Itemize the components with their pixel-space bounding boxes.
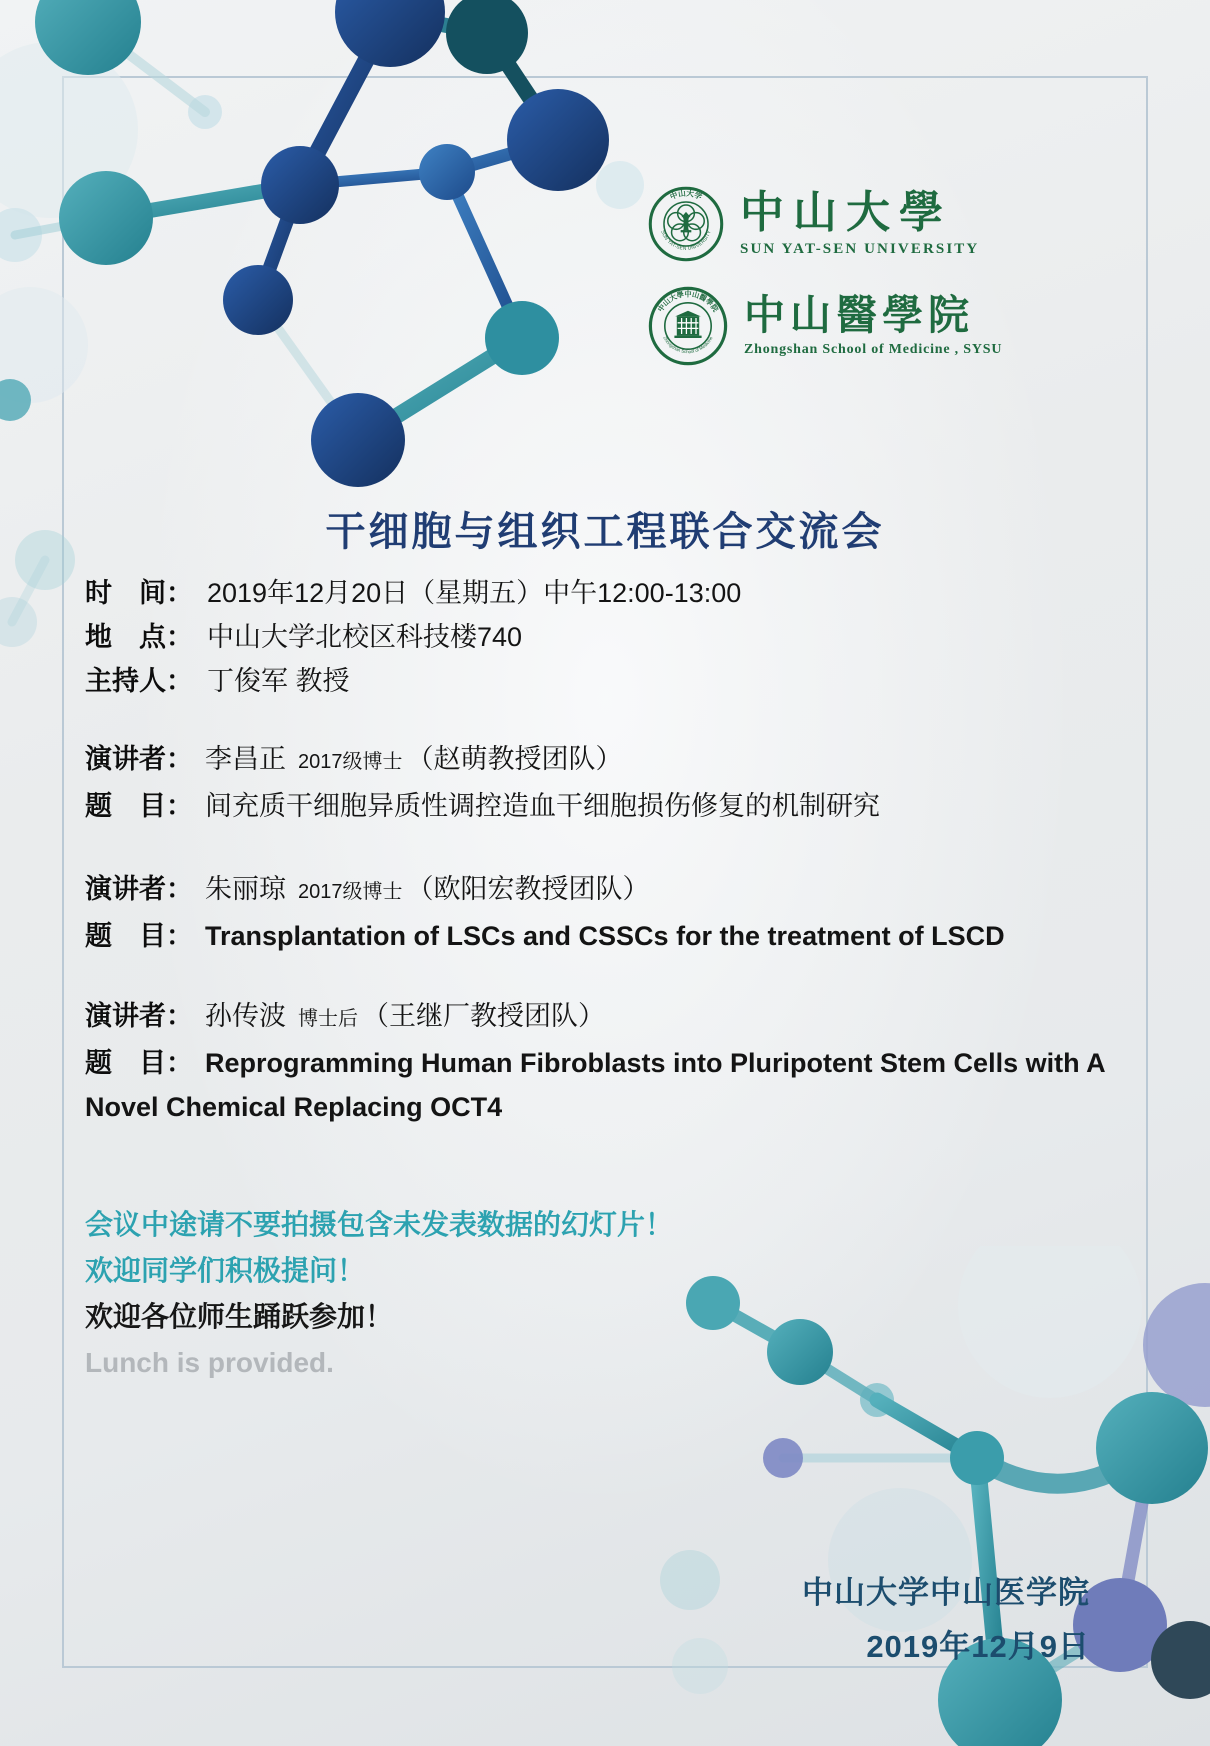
speaker-1-label: 演讲者：: [85, 744, 193, 774]
sysu-seal-icon: [648, 186, 724, 262]
svg-text:SUN YAT-SEN UNIVERSITY: [660, 229, 712, 251]
note-participation-welcome: 欢迎各位师生踊跃参加！: [85, 1301, 394, 1332]
detail-time-value: 2019年12月20日（星期五）中午12:00-13:00: [207, 578, 742, 608]
footer-date: 2019年12月9日: [866, 1629, 1090, 1664]
detail-time-label: 时 间：: [85, 578, 193, 608]
speaker-2-name: 朱丽琼: [205, 874, 286, 904]
speaker-block-1: [85, 737, 1130, 828]
speaker-3-topic-row: [85, 1041, 1130, 1129]
speaker-2-row: [85, 867, 1130, 914]
note-no-photos: 会议中途请不要拍摄包含未发表数据的幻灯片！: [85, 1209, 674, 1240]
speaker-2-degree: 2017级博士: [298, 881, 403, 903]
school-seal-top-text: 中山大學中山醫學院: [655, 289, 721, 314]
speaker-3-team: （王继厂教授团队）: [362, 1001, 605, 1031]
logo-block: [648, 186, 1002, 390]
speaker-1-team: （赵萌教授团队）: [406, 744, 623, 774]
detail-host-row: [85, 659, 741, 703]
notes-block: [85, 1202, 673, 1386]
speaker-3-topic-label: 题 目：: [85, 1048, 193, 1078]
speaker-1-topic-label: 题 目：: [85, 791, 193, 821]
speaker-3-degree: 博士后: [298, 1008, 358, 1030]
footer-organization: 中山大学中山医学院: [802, 1575, 1090, 1610]
detail-host-label: 主持人：: [85, 666, 193, 696]
speaker-1-topic: 间充质干细胞异质性调控造血干细胞损伤修复的机制研究: [205, 791, 880, 821]
school-seal-bottom-text: Zhongshan School of Medicine: [662, 335, 714, 355]
detail-host-value: 丁俊军 教授: [207, 666, 350, 696]
university-wordmark: [740, 186, 980, 258]
detail-location-value: 中山大学北校区科技楼740: [207, 622, 523, 652]
note-questions-welcome: 欢迎同学们积极提问！: [85, 1255, 366, 1286]
speaker-1-row: [85, 737, 1130, 784]
speaker-block-3: [85, 994, 1130, 1129]
speaker-1-name: 李昌正: [205, 744, 286, 774]
poster-title: 干细胞与组织工程联合交流会: [325, 510, 885, 554]
university-logo-row: [648, 186, 1002, 262]
school-logo-row: [648, 286, 1002, 366]
speaker-2-topic: Transplantation of LSCs and CSSCs for the treatment of LSCD: [205, 921, 1005, 951]
sysu-seal-bottom-text: SUN YAT-SEN UNIVERSITY: [660, 229, 712, 251]
svg-text:中山大學中山醫學院: [656, 289, 721, 314]
speaker-1-topic-row: [85, 784, 1130, 828]
svg-text:Zhongshan School of Medicine: [662, 335, 713, 354]
university-name-en: SUN YAT-SEN UNIVERSITY: [740, 241, 980, 258]
speaker-3-name: 孙传波: [205, 1001, 286, 1031]
detail-time-row: [85, 571, 741, 615]
detail-location-row: [85, 615, 741, 659]
note-lunch-provided: Lunch is provided.: [85, 1347, 334, 1378]
school-name-zh: 中山醫學院: [744, 290, 974, 339]
speaker-2-topic-label: 题 目：: [85, 921, 193, 951]
speaker-3-row: [85, 994, 1130, 1041]
speaker-2-team: （欧阳宏教授团队）: [406, 874, 650, 904]
speaker-2-topic-row: [85, 914, 1130, 958]
university-name-zh: 中山大學: [740, 186, 952, 238]
speaker-1-degree: 2017级博士: [298, 751, 403, 773]
event-details: [85, 571, 741, 703]
zhongshan-medicine-seal-icon: [648, 286, 728, 366]
detail-location-label: 地 点：: [85, 622, 193, 652]
school-wordmark: [744, 290, 1003, 358]
sysu-seal-top-text: 中山大学: [668, 188, 704, 202]
speaker-3-topic: Reprogramming Human Fibroblasts into Pluripotent Stem Cells with A Novel Chemical Replacing OCT4: [85, 1048, 1105, 1122]
footer-block: [802, 1566, 1090, 1674]
speaker-3-label: 演讲者：: [85, 1001, 193, 1031]
speaker-2-label: 演讲者：: [85, 874, 193, 904]
school-name-en: Zhongshan School of Medicine , SYSU: [744, 342, 1003, 358]
speaker-block-2: [85, 867, 1130, 958]
